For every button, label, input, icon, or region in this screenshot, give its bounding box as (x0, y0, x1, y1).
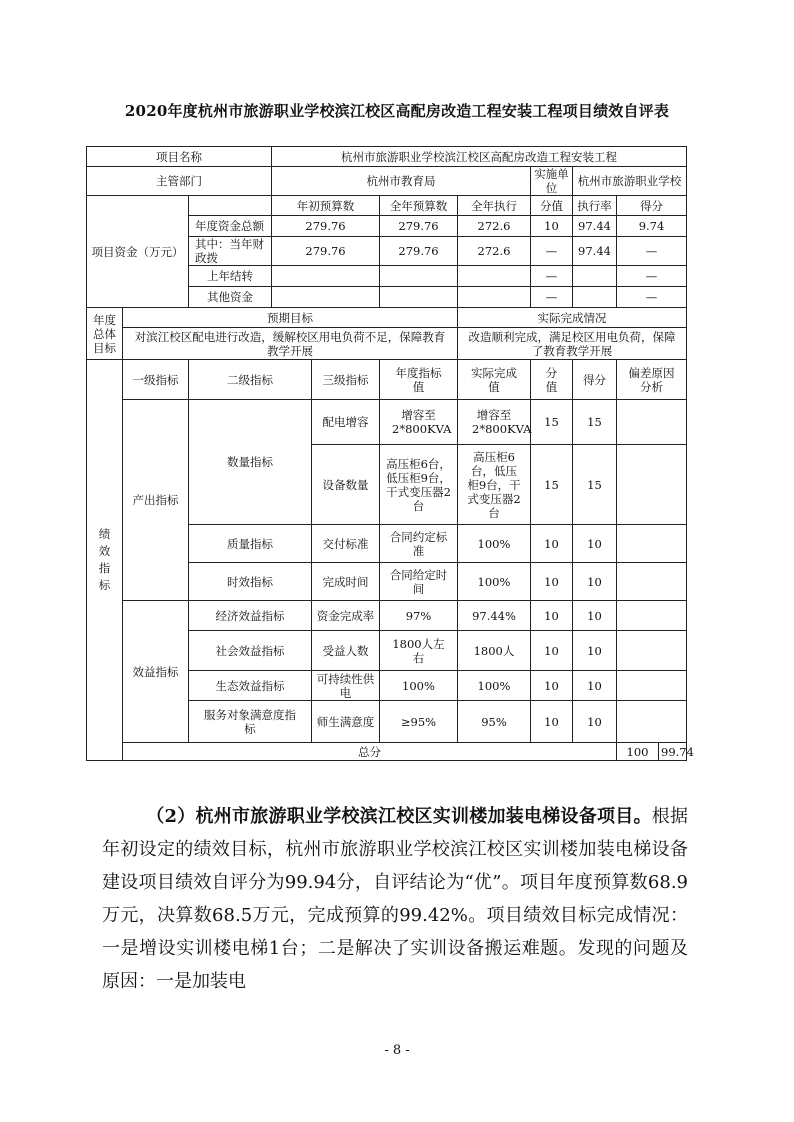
perf-deviation (617, 601, 687, 631)
total-row (87, 743, 687, 761)
perf-deviation (617, 631, 687, 671)
perf-score: 10 (531, 671, 573, 701)
perf-target: 增容至2*800KVA (380, 400, 458, 445)
perf-l3: 设备数量 (312, 445, 380, 525)
project-name-row (87, 147, 687, 167)
perf-l3: 配电增容 (312, 400, 380, 445)
funds-cell (272, 287, 380, 308)
unit-label: 实施单位 (531, 167, 573, 196)
perf-score: 15 (531, 400, 573, 445)
perf-got: 10 (573, 563, 617, 601)
perf-l2: 经济效益指标 (189, 601, 312, 631)
perf-header: 分值 (531, 360, 573, 400)
perf-got: 10 (573, 631, 617, 671)
perf-target: ≥95% (380, 701, 458, 743)
perf-header: 二级指标 (189, 360, 312, 400)
dept-row (87, 167, 687, 196)
project-name: 杭州市旅游职业学校滨江校区高配房改造工程安装工程 (272, 147, 687, 167)
perf-header-row (87, 360, 687, 400)
perf-l3: 交付标准 (312, 525, 380, 563)
funds-cell (458, 287, 531, 308)
perf-actual: 增容至2*800KVA (458, 400, 531, 445)
perf-l3: 资金完成率 (312, 601, 380, 631)
funds-header-blank (189, 196, 272, 216)
unit-value: 杭州市旅游职业学校 (573, 167, 687, 196)
perf-actual: 100% (458, 563, 531, 601)
dept-label: 主管部门 (87, 167, 272, 196)
funds-header: 年初预算数 (272, 196, 380, 216)
funds-cell (458, 266, 531, 287)
perf-score: 10 (531, 563, 573, 601)
perf-deviation (617, 525, 687, 563)
funds-cell: 10 (531, 216, 573, 237)
funds-cell: — (531, 266, 573, 287)
perf-target: 合同约定标准 (380, 525, 458, 563)
funds-cell (380, 266, 458, 287)
dept-value: 杭州市教育局 (272, 167, 531, 196)
funds-row-name: 上年结转 (189, 266, 272, 287)
goals-expected-label: 预期目标 (123, 308, 458, 328)
goals-expected: 对滨江校区配电进行改造，缓解校区用电负荷不足，保障教育教学开展 (123, 328, 458, 360)
funds-cell: 97.44 (573, 237, 617, 266)
perf-got: 10 (573, 601, 617, 631)
perf-score: 10 (531, 525, 573, 563)
perf-header: 实际完成值 (458, 360, 531, 400)
funds-cell: 272.6 (458, 237, 531, 266)
perf-l2: 生态效益指标 (189, 671, 312, 701)
goals-row (87, 328, 687, 360)
perf-score: 10 (531, 701, 573, 743)
perf-target: 97% (380, 601, 458, 631)
funds-cell (573, 287, 617, 308)
perf-deviation (617, 445, 687, 525)
perf-header: 一级指标 (123, 360, 189, 400)
funds-cell: 272.6 (458, 216, 531, 237)
funds-cell: 279.76 (272, 237, 380, 266)
funds-cell: — (617, 287, 687, 308)
funds-row-name: 其他资金 (189, 287, 272, 308)
perf-label: 绩效指标 (87, 360, 123, 761)
funds-cell: — (617, 266, 687, 287)
funds-cell: — (531, 287, 573, 308)
perf-header: 年度指标值 (380, 360, 458, 400)
funds-cell: — (531, 237, 573, 266)
funds-cell: 279.76 (380, 237, 458, 266)
perf-actual: 100% (458, 671, 531, 701)
perf-got: 10 (573, 701, 617, 743)
funds-cell: 97.44 (573, 216, 617, 237)
funds-cell: 279.76 (380, 216, 458, 237)
evaluation-table (86, 146, 694, 761)
perf-score: 10 (531, 631, 573, 671)
perf-deviation (617, 701, 687, 743)
perf-actual: 95% (458, 701, 531, 743)
goals-actual-label: 实际完成情况 (458, 308, 687, 328)
perf-target: 合同给定时间 (380, 563, 458, 601)
perf-target: 高压柜6台，低压柜9台，干式变压器2台 (380, 445, 458, 525)
funds-cell: — (617, 237, 687, 266)
perf-l2: 时效指标 (189, 563, 312, 601)
paragraph-lead: （2）杭州市旅游职业学校滨江校区实训楼加装电梯设备项目。 (146, 806, 652, 827)
funds-cell (380, 287, 458, 308)
total-got: 99.74 (659, 743, 687, 761)
project-name-label: 项目名称 (87, 147, 272, 167)
perf-score: 10 (531, 601, 573, 631)
perf-row (87, 601, 687, 631)
perf-got: 10 (573, 671, 617, 701)
perf-l3: 受益人数 (312, 631, 380, 671)
funds-row-name: 年度资金总额 (189, 216, 272, 237)
perf-l2: 质量指标 (189, 525, 312, 563)
perf-l3: 师生满意度 (312, 701, 380, 743)
perf-deviation (617, 400, 687, 445)
perf-l2: 服务对象满意度指标 (189, 701, 312, 743)
funds-row-name: 其中：当年财政拨 (189, 237, 272, 266)
body-paragraph (102, 800, 688, 998)
perf-got: 10 (573, 525, 617, 563)
perf-l2: 社会效益指标 (189, 631, 312, 671)
perf-got: 15 (573, 445, 617, 525)
perf-benefit-label: 效益指标 (123, 601, 189, 743)
funds-cell: 279.76 (272, 216, 380, 237)
perf-header: 三级指标 (312, 360, 380, 400)
page-number: - 8 - (384, 1043, 410, 1058)
perf-actual: 1800人 (458, 631, 531, 671)
page-title: 2020年度杭州市旅游职业学校滨江校区高配房改造工程安装工程项目绩效自评表 (124, 102, 670, 120)
funds-cell (272, 266, 380, 287)
funds-header: 分值 (531, 196, 573, 216)
total-score: 100 (617, 743, 659, 761)
funds-header: 执行率 (573, 196, 617, 216)
perf-target: 100% (380, 671, 458, 701)
perf-actual: 97.44% (458, 601, 531, 631)
goals-header-row (87, 308, 687, 328)
perf-score: 15 (531, 445, 573, 525)
funds-cell (573, 266, 617, 287)
perf-target: 1800人左右 (380, 631, 458, 671)
perf-output-label: 产出指标 (123, 400, 189, 601)
perf-deviation (617, 563, 687, 601)
paragraph-body: 根据年初设定的绩效目标，杭州市旅游职业学校滨江校区实训楼加装电梯设备建设项目绩效自评分为99.94分，自评结论为“优”。项目年度预算数68.9万元，决算数68.5万元，完成预算的99.42%。项目绩效目标完成情况：一是增设实训楼电梯1台；二是解决了实训设备搬运难题。发现的问题及原因：一是加装电 (102, 806, 688, 992)
goals-label: 年度总体目标 (87, 308, 123, 360)
perf-quantity-label: 数量指标 (189, 400, 312, 525)
funds-cell: 9.74 (617, 216, 687, 237)
perf-l3: 完成时间 (312, 563, 380, 601)
total-label: 总分 (123, 743, 617, 761)
perf-header: 偏差原因分析 (617, 360, 687, 400)
funds-header: 得分 (617, 196, 687, 216)
perf-got: 15 (573, 400, 617, 445)
funds-header: 全年执行 (458, 196, 531, 216)
funds-header-row (87, 196, 687, 216)
funds-header: 全年预算数 (380, 196, 458, 216)
funds-label: 项目资金（万元） (87, 196, 189, 308)
perf-l3: 可持续性供电 (312, 671, 380, 701)
perf-row (87, 400, 687, 445)
perf-header: 得分 (573, 360, 617, 400)
perf-actual: 100% (458, 525, 531, 563)
goals-actual: 改造顺利完成，满足校区用电负荷，保障了教育教学开展 (458, 328, 687, 360)
perf-actual: 高压柜6台，低压柜9台，干式变压器2台 (458, 445, 531, 525)
perf-deviation (617, 671, 687, 701)
